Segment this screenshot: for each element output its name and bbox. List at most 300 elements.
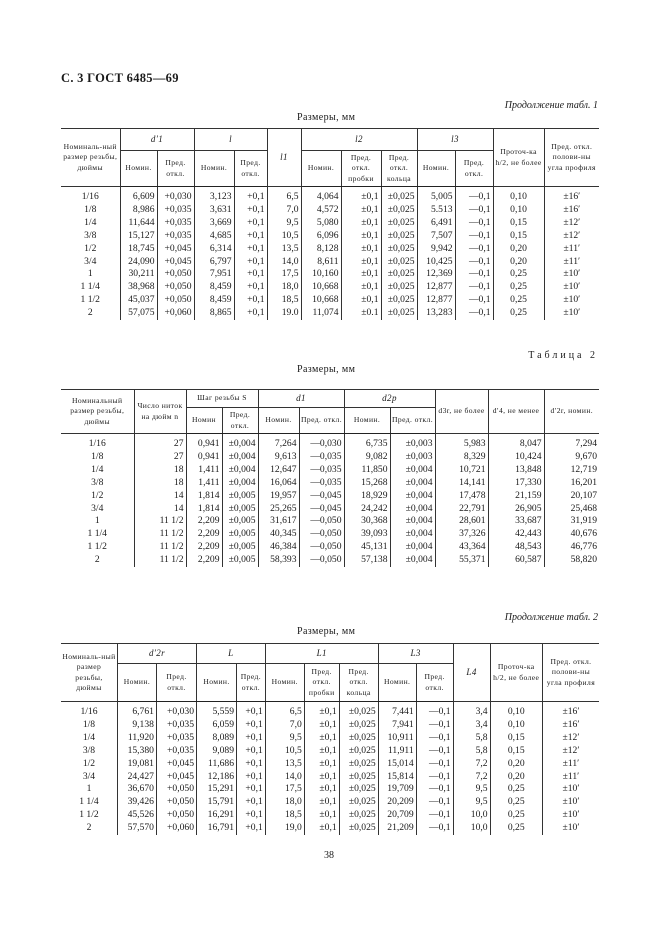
col-header-dev-ring: Пред. откл. кольца bbox=[339, 664, 378, 702]
table-cell: 46,384 bbox=[258, 541, 299, 554]
col-header-L4: L4 bbox=[453, 644, 490, 702]
row-label-cell: 1 1/2 bbox=[61, 809, 117, 822]
row-label-cell: 1/8 bbox=[61, 451, 134, 464]
table-cell: ±16′ bbox=[542, 719, 599, 732]
table-cell: 45,526 bbox=[117, 809, 156, 822]
table-cell: 21,209 bbox=[378, 822, 416, 835]
table-cell: ±0,1 bbox=[304, 745, 339, 758]
table-cell: 9,5 bbox=[453, 796, 490, 809]
table-cell: 0,25 bbox=[490, 783, 542, 796]
table-cell: 0,25 bbox=[493, 281, 544, 294]
table-cell: ±0,004 bbox=[390, 541, 435, 554]
table-cell: +0,1 bbox=[237, 745, 266, 758]
table-cell: 38,968 bbox=[120, 281, 157, 294]
col-header-d1: d1 bbox=[258, 390, 344, 408]
table-cell: 0,10 bbox=[493, 187, 544, 204]
table-cell: 48,543 bbox=[488, 541, 544, 554]
table-cell: 13,5 bbox=[265, 758, 304, 771]
table-cell: 5,005 bbox=[417, 187, 455, 204]
table-cell: 2,209 bbox=[186, 528, 222, 541]
row-label-cell: 3/8 bbox=[61, 745, 117, 758]
row-label-cell: 1/4 bbox=[61, 464, 134, 477]
col-header-L3: L3 bbox=[378, 644, 453, 664]
table-cell: 27 bbox=[134, 451, 186, 464]
table-cell: +0,1 bbox=[234, 230, 267, 243]
row-label-cell: 3/8 bbox=[61, 230, 120, 243]
table-cell: —0,1 bbox=[416, 745, 453, 758]
table-row bbox=[61, 702, 599, 719]
table-cell: 10,721 bbox=[435, 464, 488, 477]
table-row bbox=[61, 230, 599, 243]
table-cell: +0,1 bbox=[237, 771, 266, 784]
table-cell: ±0,1 bbox=[341, 256, 381, 269]
table-cell: 9,5 bbox=[267, 217, 301, 230]
table-cell: +0,035 bbox=[157, 204, 194, 217]
table-cell: 0,941 bbox=[186, 451, 222, 464]
table-cell: 7,294 bbox=[544, 434, 599, 451]
col-header-nom: Номин. bbox=[197, 664, 237, 702]
table-cell: ±0,1 bbox=[304, 702, 339, 719]
table-cell: 10,0 bbox=[453, 822, 490, 835]
table-cell: 11,920 bbox=[117, 732, 156, 745]
table-cell: 18,5 bbox=[267, 294, 301, 307]
table-cell: +0,050 bbox=[157, 294, 194, 307]
table-cell: 0,20 bbox=[493, 243, 544, 256]
table2-title: Таблица 2 bbox=[528, 350, 598, 361]
row-label-cell: 1/2 bbox=[61, 243, 120, 256]
table-cell: 6,314 bbox=[194, 243, 234, 256]
table-cell: 8,047 bbox=[488, 434, 544, 451]
table-cell: 17,330 bbox=[488, 477, 544, 490]
col-header-dev-plug: Пред. откл. пробки bbox=[341, 151, 381, 187]
table-cell: +0,1 bbox=[234, 204, 267, 217]
table-cell: +0,1 bbox=[237, 783, 266, 796]
col-header-nom: Номин. bbox=[344, 408, 390, 434]
col-header-dev-ring: Пред. откл. кольца bbox=[381, 151, 417, 187]
table-cell: 0,25 bbox=[493, 268, 544, 281]
row-label-cell: 1/2 bbox=[61, 758, 117, 771]
table-cell: ±10′ bbox=[542, 822, 599, 835]
table-cell: —0,1 bbox=[455, 204, 493, 217]
table-cell: ±0,025 bbox=[381, 230, 417, 243]
table-cell: 17,5 bbox=[265, 783, 304, 796]
table-cell: ±16′ bbox=[544, 187, 599, 204]
table-cell: 0,10 bbox=[490, 719, 542, 732]
table-cell: +0,1 bbox=[234, 268, 267, 281]
table-cell: ±0,1 bbox=[304, 809, 339, 822]
table-cell: ±0,1 bbox=[341, 217, 381, 230]
col-header-nom: Номин bbox=[186, 408, 222, 434]
table-cell: —0,035 bbox=[299, 464, 344, 477]
table-cell: ±0,005 bbox=[222, 490, 258, 503]
table-cell: 14 bbox=[134, 490, 186, 503]
table-cell: ±0,025 bbox=[339, 796, 378, 809]
table-cell: 11 1/2 bbox=[134, 515, 186, 528]
table-cell: 31,617 bbox=[258, 515, 299, 528]
table-cell: ±10′ bbox=[542, 796, 599, 809]
table-cell: 43,364 bbox=[435, 541, 488, 554]
table-cell: 8,459 bbox=[194, 294, 234, 307]
row-label-cell: 1/8 bbox=[61, 204, 120, 217]
table-cell: ±0,025 bbox=[381, 204, 417, 217]
table-cell: 10,668 bbox=[301, 294, 341, 307]
row-label-cell: 1 bbox=[61, 783, 117, 796]
table-cell: +0,1 bbox=[237, 719, 266, 732]
table-cell: 9,670 bbox=[544, 451, 599, 464]
table-cell: 15,127 bbox=[120, 230, 157, 243]
table-cell: ±0,1 bbox=[341, 187, 381, 204]
table-cell: ±0,1 bbox=[304, 822, 339, 835]
col-header-nom: Номин. bbox=[417, 151, 455, 187]
row-label-cell: 3/4 bbox=[61, 503, 134, 516]
table-cell: 9,138 bbox=[117, 719, 156, 732]
table-cell: ±0,025 bbox=[339, 783, 378, 796]
table-cell: —0,045 bbox=[299, 503, 344, 516]
table-cell: +0,045 bbox=[157, 243, 194, 256]
row-label-cell: 1/16 bbox=[61, 187, 120, 204]
table-row bbox=[61, 490, 599, 503]
table-cell: 0,20 bbox=[490, 771, 542, 784]
table-cell: 16,064 bbox=[258, 477, 299, 490]
col-header-l2: l2 bbox=[301, 129, 417, 151]
table-cell: ±0,005 bbox=[222, 515, 258, 528]
table-cell: 10,0 bbox=[453, 809, 490, 822]
table-row bbox=[61, 719, 599, 732]
table-cell: +0,045 bbox=[157, 256, 194, 269]
row-label-cell: 1/16 bbox=[61, 434, 134, 451]
table-cell: 7,2 bbox=[453, 758, 490, 771]
table-cell: ±0,025 bbox=[339, 719, 378, 732]
table-cell: —0,045 bbox=[299, 490, 344, 503]
table-cell: 0,10 bbox=[490, 702, 542, 719]
table-cell: ±0,004 bbox=[390, 528, 435, 541]
table-row bbox=[61, 243, 599, 256]
table-cell: ±0.1 bbox=[341, 307, 381, 320]
table-cell: ±0,025 bbox=[381, 187, 417, 204]
table-cell: ±0,025 bbox=[381, 281, 417, 294]
col-header-dev: Пред. откл. bbox=[299, 408, 344, 434]
col-header-nominal-size: Номиналь-ный размер резьбы, дюймы bbox=[61, 129, 120, 187]
table-cell: +0,1 bbox=[234, 294, 267, 307]
table-cell: 8,089 bbox=[197, 732, 237, 745]
table-cell: 8,611 bbox=[301, 256, 341, 269]
table-cell: 7,264 bbox=[258, 434, 299, 451]
table-cell: —0,1 bbox=[416, 796, 453, 809]
table-cell: ±0,025 bbox=[339, 745, 378, 758]
table-cell: ±11′ bbox=[542, 771, 599, 784]
table-cell: 7,0 bbox=[265, 719, 304, 732]
table-cell: 0,25 bbox=[490, 822, 542, 835]
table-cell: 0,20 bbox=[493, 256, 544, 269]
table-cell: 11 1/2 bbox=[134, 554, 186, 567]
table-cell: 8,128 bbox=[301, 243, 341, 256]
table-cell: 6,797 bbox=[194, 256, 234, 269]
table-cell: —0,1 bbox=[455, 281, 493, 294]
col-header-nom: Номин. bbox=[117, 664, 156, 702]
table-cell: 12,186 bbox=[197, 771, 237, 784]
table-row bbox=[61, 758, 599, 771]
table-cell: 4,572 bbox=[301, 204, 341, 217]
table-cell: 0,15 bbox=[493, 230, 544, 243]
table-cell: +0,030 bbox=[156, 702, 196, 719]
table-cell: 16,201 bbox=[544, 477, 599, 490]
table-row bbox=[61, 294, 599, 307]
page-header: С. 3 ГОСТ 6485—69 bbox=[61, 71, 179, 85]
table-cell: 19.0 bbox=[267, 307, 301, 320]
table-cell: 40,345 bbox=[258, 528, 299, 541]
table-cell: 20,209 bbox=[378, 796, 416, 809]
table-cell: 0,25 bbox=[490, 796, 542, 809]
table-cell: 10,668 bbox=[301, 281, 341, 294]
col-header-l1: l1 bbox=[267, 129, 301, 187]
table-cell: ±0,003 bbox=[390, 434, 435, 451]
table-cell: 9,082 bbox=[344, 451, 390, 464]
table-cell: 5,559 bbox=[197, 702, 237, 719]
table-cell: +0,060 bbox=[157, 307, 194, 320]
table-cell: 1,411 bbox=[186, 464, 222, 477]
table-cell: 0,15 bbox=[490, 745, 542, 758]
row-label-cell: 2 bbox=[61, 307, 120, 320]
col-header-nom: Номин. bbox=[265, 664, 304, 702]
table-cell: —0,1 bbox=[416, 822, 453, 835]
table-cell: 11,850 bbox=[344, 464, 390, 477]
table-cell: ±0,004 bbox=[222, 464, 258, 477]
table-cell: 18,0 bbox=[265, 796, 304, 809]
table-cell: 31,919 bbox=[544, 515, 599, 528]
table-cell: ±0,1 bbox=[304, 758, 339, 771]
table-cell: ±0,025 bbox=[339, 758, 378, 771]
col-header-l: l bbox=[194, 129, 267, 151]
col-header-d1: d′1 bbox=[120, 129, 194, 151]
table-cell: 19,0 bbox=[265, 822, 304, 835]
table-cell: ±10′ bbox=[542, 783, 599, 796]
table-cell: ±12′ bbox=[544, 230, 599, 243]
table-cell: 15,791 bbox=[197, 796, 237, 809]
table-cell: 1,814 bbox=[186, 503, 222, 516]
row-label-cell: 1 1/2 bbox=[61, 294, 120, 307]
table-cell: —0,1 bbox=[416, 719, 453, 732]
table-cell: ±0,005 bbox=[222, 541, 258, 554]
table-cell: 6,761 bbox=[117, 702, 156, 719]
table-cell: 45,037 bbox=[120, 294, 157, 307]
table-cell: ±0,025 bbox=[339, 732, 378, 745]
col-header-dev: Пред. откл. bbox=[222, 408, 258, 434]
table-cell: 18 bbox=[134, 464, 186, 477]
table-cell: ±0,025 bbox=[381, 294, 417, 307]
table-row bbox=[61, 745, 599, 758]
table-cell: 3,123 bbox=[194, 187, 234, 204]
table-cell: +0,1 bbox=[234, 256, 267, 269]
table-cell: —0,1 bbox=[416, 783, 453, 796]
table-cell: 25,265 bbox=[258, 503, 299, 516]
table-cell: 60,587 bbox=[488, 554, 544, 567]
table-cell: 39,093 bbox=[344, 528, 390, 541]
col-header-runout: Проточ-ка h/2, не более bbox=[490, 644, 542, 702]
table-row bbox=[61, 771, 599, 784]
row-label-cell: 1/4 bbox=[61, 732, 117, 745]
table-cell: +0,1 bbox=[237, 809, 266, 822]
table-cell: ±10′ bbox=[544, 268, 599, 281]
row-label-cell: 1 1/4 bbox=[61, 796, 117, 809]
table-cell: +0,050 bbox=[156, 796, 196, 809]
table-cell: 7,0 bbox=[267, 204, 301, 217]
table-row bbox=[61, 434, 599, 451]
col-header-dev: Пред. откл. bbox=[157, 151, 194, 187]
table-cell: 12,719 bbox=[544, 464, 599, 477]
table-cell: 8,329 bbox=[435, 451, 488, 464]
table-cell: ±0,025 bbox=[339, 702, 378, 719]
col-header-l3: l3 bbox=[417, 129, 493, 151]
table-cell: +0,1 bbox=[234, 217, 267, 230]
table-cell: 27 bbox=[134, 434, 186, 451]
table-cell: 20,107 bbox=[544, 490, 599, 503]
table-cell: 33,687 bbox=[488, 515, 544, 528]
table-cell: 21,159 bbox=[488, 490, 544, 503]
table-cell: +0,050 bbox=[156, 809, 196, 822]
row-label-cell: 1 1/2 bbox=[61, 541, 134, 554]
row-label-cell: 1/2 bbox=[61, 490, 134, 503]
table-cell: +0,045 bbox=[156, 771, 196, 784]
table-cell: 13,283 bbox=[417, 307, 455, 320]
row-label-cell: 1 1/4 bbox=[61, 528, 134, 541]
table-cell: —0,050 bbox=[299, 528, 344, 541]
table-cell: 8,459 bbox=[194, 281, 234, 294]
table-cell: ±0,025 bbox=[381, 243, 417, 256]
col-header-d2r: d′2r bbox=[117, 644, 196, 664]
table-cell: 15,291 bbox=[197, 783, 237, 796]
table-cell: 16,791 bbox=[197, 822, 237, 835]
table-cell: —0,050 bbox=[299, 554, 344, 567]
table-cell: 26,905 bbox=[488, 503, 544, 516]
table-cell: ±0,1 bbox=[304, 719, 339, 732]
table-cell: 18,929 bbox=[344, 490, 390, 503]
table-cell: 37,326 bbox=[435, 528, 488, 541]
table-cell: 13,5 bbox=[267, 243, 301, 256]
table2-units: Размеры, мм bbox=[297, 364, 356, 375]
table-cell: +0,1 bbox=[237, 702, 266, 719]
table-cell: 10,160 bbox=[301, 268, 341, 281]
col-header-dev-plug: Пред. откл. пробки bbox=[304, 664, 339, 702]
table-cell: 2,209 bbox=[186, 515, 222, 528]
table-cell: 19,081 bbox=[117, 758, 156, 771]
table-cell: 0,25 bbox=[493, 307, 544, 320]
table-row bbox=[61, 268, 599, 281]
table-cell: +0,1 bbox=[234, 307, 267, 320]
table-cell: ±0,004 bbox=[390, 515, 435, 528]
table-cell: 11 1/2 bbox=[134, 541, 186, 554]
row-label-cell: 1 bbox=[61, 515, 134, 528]
col-header-dev: Пред. откл. bbox=[416, 664, 453, 702]
table-cell: 24,242 bbox=[344, 503, 390, 516]
table-row bbox=[61, 204, 599, 217]
table-row bbox=[61, 281, 599, 294]
table-cell: +0,045 bbox=[156, 758, 196, 771]
table-row bbox=[61, 796, 599, 809]
table-cell: 17,478 bbox=[435, 490, 488, 503]
table-cell: ±0,1 bbox=[341, 294, 381, 307]
table-cell: +0,050 bbox=[157, 281, 194, 294]
table-cell: 18,745 bbox=[120, 243, 157, 256]
table-cell: ±10′ bbox=[542, 809, 599, 822]
table-cell: 3,4 bbox=[453, 702, 490, 719]
table-cell: 45,131 bbox=[344, 541, 390, 554]
table-cell: ±16′ bbox=[544, 204, 599, 217]
col-header-pitch: Шаг резьбы S bbox=[186, 390, 258, 408]
table-cell: 5,8 bbox=[453, 732, 490, 745]
table-cell: +0,1 bbox=[237, 758, 266, 771]
table-row bbox=[61, 503, 599, 516]
col-header-nom: Номин. bbox=[194, 151, 234, 187]
table3-units: Размеры, мм bbox=[297, 626, 356, 637]
table-cell: ±12′ bbox=[542, 732, 599, 745]
table-cell: ±0,1 bbox=[341, 230, 381, 243]
col-header-L1: L1 bbox=[265, 644, 378, 664]
table-cell: 55,371 bbox=[435, 554, 488, 567]
table-cell: 15,268 bbox=[344, 477, 390, 490]
table-row bbox=[61, 554, 599, 567]
table-cell: ±10′ bbox=[544, 307, 599, 320]
table-cell: —0,1 bbox=[416, 771, 453, 784]
table-cell: —0,1 bbox=[416, 702, 453, 719]
table-cell: 11,686 bbox=[197, 758, 237, 771]
table-cell: ±0,025 bbox=[339, 809, 378, 822]
table-cell: 10,425 bbox=[417, 256, 455, 269]
table-cell: 6,5 bbox=[265, 702, 304, 719]
table-cell: 6,059 bbox=[197, 719, 237, 732]
table-cell: 19,957 bbox=[258, 490, 299, 503]
table-cell: 14 bbox=[134, 503, 186, 516]
table-cell: 16,291 bbox=[197, 809, 237, 822]
row-label-cell: 3/4 bbox=[61, 771, 117, 784]
table-cell: ±0,003 bbox=[390, 451, 435, 464]
table-cell: ±0,1 bbox=[341, 281, 381, 294]
table-cell: 11,644 bbox=[120, 217, 157, 230]
table-cell: 25,468 bbox=[544, 503, 599, 516]
table-cell: 57,138 bbox=[344, 554, 390, 567]
col-header-dev: Пред. откл. bbox=[234, 151, 267, 187]
table-cell: 6,5 bbox=[267, 187, 301, 204]
table3 bbox=[61, 643, 599, 835]
table-cell: +0,060 bbox=[156, 822, 196, 835]
table-cell: 0,15 bbox=[493, 217, 544, 230]
table-cell: —0,1 bbox=[455, 230, 493, 243]
table-cell: ±0,1 bbox=[341, 204, 381, 217]
row-label-cell: 2 bbox=[61, 554, 134, 567]
table-cell: —0,1 bbox=[455, 187, 493, 204]
table-cell: ±0,025 bbox=[381, 268, 417, 281]
table-cell: 6,096 bbox=[301, 230, 341, 243]
table-cell: 15,014 bbox=[378, 758, 416, 771]
table-cell: ±0,005 bbox=[222, 503, 258, 516]
table-cell: 9,089 bbox=[197, 745, 237, 758]
table-row bbox=[61, 217, 599, 230]
table-cell: 39,426 bbox=[117, 796, 156, 809]
table-cell: 12,647 bbox=[258, 464, 299, 477]
table-cell: 0,941 bbox=[186, 434, 222, 451]
table-cell: ±0,025 bbox=[339, 771, 378, 784]
table2 bbox=[61, 389, 599, 567]
table-cell: 57,570 bbox=[117, 822, 156, 835]
col-header-dev: Пред. откл. bbox=[156, 664, 196, 702]
col-header-angle-dev: Пред. откл. полови-ны угла профиля bbox=[542, 644, 599, 702]
table-cell: 57,075 bbox=[120, 307, 157, 320]
table-cell: 9,5 bbox=[265, 732, 304, 745]
col-header-L: L bbox=[197, 644, 266, 664]
table-cell: 11,074 bbox=[301, 307, 341, 320]
table-cell: 18,0 bbox=[267, 281, 301, 294]
table-cell: 9,5 bbox=[453, 783, 490, 796]
col-header-d2r: d′2r, номин. bbox=[544, 390, 599, 434]
